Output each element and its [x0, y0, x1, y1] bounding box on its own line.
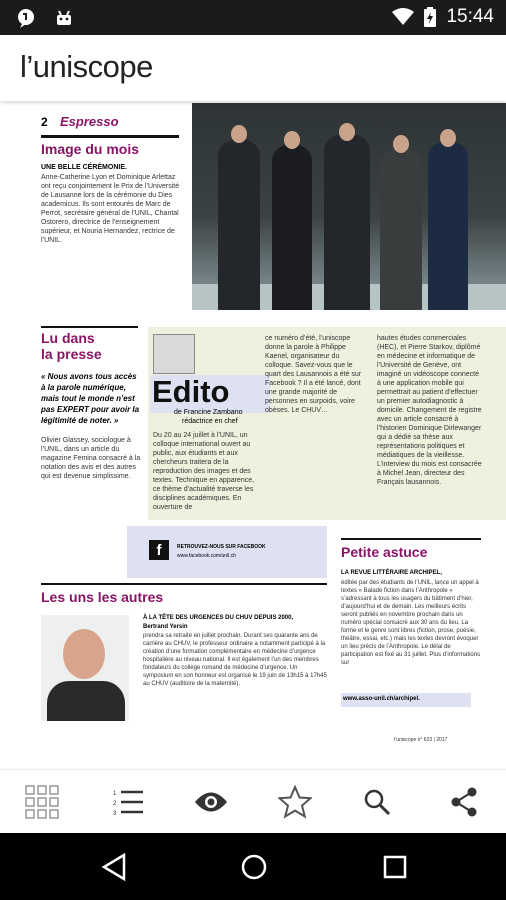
edito-column-3: hautes études commerciales (HEC), et Pierre Starkov, diplômé en médecine et informatique de l’Université de Genève, ont imaginé un vidéoscope connecté à une application mobile qui permettrait au patient d’effectuer un premier autodiagnostic à domicile. Changement de registre avec un article consacré à l’historien Dominique Dirlewanger qui a dédié sa thèse aux représentations politiques et médiatiques de la vieillesse. L’interview du mois est consacrée à Michel Jean, directeur des Français lausannois.	[377, 335, 482, 486]
share-button[interactable]	[444, 782, 484, 822]
presse-quote: « Nous avons tous accès à la parole numérique, mais tout le monde n’est pas EXPERT pour avoir la légitimité de noter. »	[41, 372, 140, 425]
share-icon	[450, 787, 478, 817]
star-icon	[278, 785, 312, 819]
image-kicker: UNE BELLE CÉRÉMONIE.	[41, 164, 127, 171]
divider	[41, 135, 179, 138]
grid-button[interactable]	[22, 782, 62, 822]
ceremony-photo	[192, 103, 506, 310]
author-photo	[153, 334, 195, 374]
recents-icon[interactable]	[383, 855, 407, 879]
eye-icon	[194, 791, 228, 813]
search-button[interactable]	[357, 782, 397, 822]
battery-icon	[424, 7, 436, 27]
android-notification-icon	[54, 8, 74, 28]
edito-title: Edito	[152, 374, 230, 409]
edito-byline-2: rédactrice en chef	[182, 418, 238, 425]
home-icon[interactable]	[240, 853, 268, 881]
uns-autres-name: Bertrand Yersin	[143, 624, 188, 630]
section-label: Espresso	[60, 114, 119, 129]
svg-text:1: 1	[113, 791, 117, 797]
image-du-mois-heading: Image du mois	[41, 141, 140, 157]
portrait-photo	[41, 615, 129, 721]
wifi-icon	[392, 8, 414, 26]
grid-icon	[24, 784, 60, 820]
svg-text:2: 2	[113, 801, 117, 807]
svg-text:3: 3	[113, 811, 117, 815]
astuce-heading: Petite astuce	[341, 544, 428, 560]
chat-notification-icon	[16, 8, 36, 28]
bottom-toolbar	[0, 769, 506, 833]
system-navigation-bar	[0, 833, 506, 900]
image-caption: Anne-Catherine Lyon et Dominique Arlettaz ont reçu conjointement le Prix de l’Université de Lausanne lors de la cérémonie du Dies academicus. Ils sont entourés de Marc de Perrot, secrétaire général de l’UNIL, Chantal Ostorero, directrice de l’enseignement supérieur, et Nouria Hernandez, rectrice de l’UNIL.	[41, 174, 180, 244]
page-number: 2	[41, 115, 48, 129]
facebook-url[interactable]: www.facebook.com/unil.ch	[177, 553, 236, 559]
magazine-page[interactable]	[0, 101, 506, 769]
presse-body: Olivier Glassey, sociologue à l’UNIL, dans un article du magazine Femina consacré à la notation des avis et des autres qui est devenue simplissime.	[41, 437, 141, 480]
uns-autres-heading: Les uns les autres	[41, 589, 164, 605]
facebook-label: RETROUVEZ-NOUS SUR FACEBOOK	[177, 544, 266, 550]
app-title: l’uniscope	[20, 49, 153, 84]
app-bar	[0, 35, 506, 101]
edito-byline-1: de Francine Zambano	[174, 409, 243, 416]
list-icon	[113, 789, 143, 815]
uns-autres-body: prendra sa retraite en juillet prochain. Durant ses quarante ans de carrière au CHUV, le professeur ordinaire a notamment participé à la création d’une formation complémentaire en médecine d’urgence hospitalière au niveau national. Il est également l’un des membres fondateurs du collège romand de médecine d’urgence. Un symposium en son honneur est organisé le 19 juin de 13h15 à 17h45 au CHUV (auditoire de la maternité).	[143, 633, 327, 687]
uns-autres-kicker: À LA TÊTE DES URGENCES DU CHUV DEPUIS 2000,	[143, 615, 294, 621]
clock: 15:44	[446, 6, 494, 27]
edito-column-2: ce numéro d’été, l’uniscope donne la parole à Philippe Kaenel, organisateur du colloque. Savez-vous que le quart des Lausannois a été sur Facebook ? Il a été lancé, dont une grande majorité de personnes en surpoids, voire obèses. Le CHUV…	[265, 335, 362, 414]
status-bar	[0, 0, 506, 35]
divider	[341, 538, 481, 540]
facebook-icon: f	[149, 540, 169, 560]
edito-column-1: Du 20 au 24 juillet à l’UNIL, un colloque international ouvert au public, aux étudiants et aux chercheurs traitera de la reproduction des images et des textes. Technique en apparence, ce thème d’actualité traverse les disciplines académiques. En ouverture de	[153, 432, 255, 511]
view-button[interactable]	[191, 782, 231, 822]
astuce-kicker: LA REVUE LITTÉRAIRE ARCHIPEL,	[341, 570, 442, 576]
page-footer: l’uniscope n° 623 | 2017	[394, 737, 448, 743]
toc-button[interactable]	[108, 782, 148, 822]
divider	[41, 326, 138, 328]
search-icon	[363, 788, 391, 816]
divider	[41, 583, 327, 585]
astuce-url[interactable]: www.asso-unil.ch/archipel.	[341, 693, 471, 707]
back-icon[interactable]	[101, 853, 127, 881]
astuce-body: éditée par des étudiants de l’UNIL, lance un appel à textes « Balade fiction dans l’Anthropole » s’adressant à tous les usagers du bâtiment d’hier, d’aujourd’hui et de demain. Les meilleurs écrits seront publiés en novembre prochain dans un numéro spécial consacré aux 30 ans du lieu. La forme et le genre sont libres (fiction, prose, poésie, théâtre, essai, etc.) mais les textes devront évoquer un lieu précis de l’Anthropole. Le délai de participation est fixé au 31 juillet. Plus d’informations sur	[341, 580, 481, 666]
presse-heading-1: Lu dans	[41, 330, 95, 346]
presse-heading-2: la presse	[41, 346, 102, 362]
bookmark-button[interactable]	[275, 782, 315, 822]
